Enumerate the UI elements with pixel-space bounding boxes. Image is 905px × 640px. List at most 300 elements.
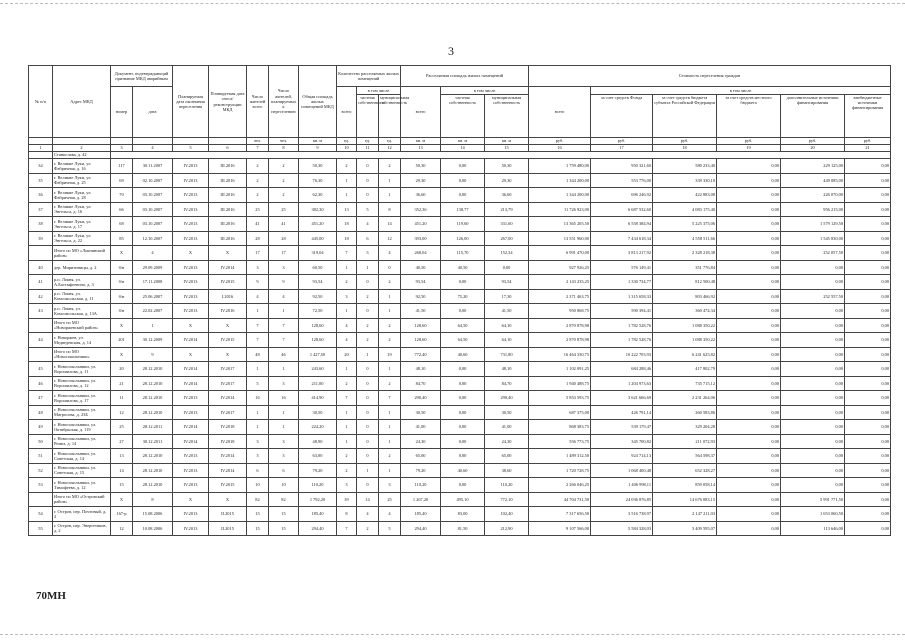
table-cell: 2 371 463,75 (529, 289, 591, 304)
table-cell: IV.2014 (173, 420, 209, 435)
table-cell: 1 720 728,75 (529, 463, 591, 478)
table-cell: 1 (379, 463, 401, 478)
table-cell: 79,20 (299, 463, 337, 478)
table-cell: 0,00 (717, 420, 781, 435)
table-cell: 1 (357, 463, 379, 478)
header-rooms-municipal: муниципальная собственность (379, 95, 401, 138)
table-cell: 48,90 (299, 434, 337, 449)
table-cell: 185,40 (299, 507, 337, 522)
unit-cell: руб. (653, 138, 717, 145)
table-cell: 17.11.2008 (133, 275, 173, 290)
table-cell: 1 (269, 304, 299, 319)
table-cell: 30,50 (299, 405, 337, 420)
table-cell: 1 344 200,00 (529, 188, 591, 203)
table-cell: 1 406 998,11 (591, 478, 653, 493)
header-cost-nonbudget: внебюджетные источники финансирования (845, 95, 891, 138)
table-cell: 0,00 (485, 260, 529, 275)
table-cell: 4 (269, 289, 299, 304)
table-cell: 345 700,82 (591, 434, 653, 449)
unit-cell: руб. (845, 138, 891, 145)
table-cell: 1 (247, 304, 269, 319)
table-cell: 0,00 (845, 405, 891, 420)
table-cell: 6 (269, 463, 299, 478)
table-cell: IV.2013 (173, 521, 209, 536)
table-cell: 39 (337, 492, 357, 507)
column-number-cell: 9 (299, 145, 337, 152)
table-cell: 25 (379, 492, 401, 507)
table-cell: 290,40 (401, 391, 441, 406)
table-cell: 260 583,86 (653, 405, 717, 420)
table-cell: IV.2013 (173, 275, 209, 290)
table-cell: 82 (269, 492, 299, 507)
table-cell: 48,10 (401, 362, 441, 377)
table-cell: 1 088 350,22 (653, 318, 717, 333)
table-cell: 0,00 (845, 217, 891, 232)
table-cell: 7 (379, 391, 401, 406)
table-cell: 2 870 878,98 (529, 333, 591, 348)
table-cell: IV.2014 (209, 463, 247, 478)
table-cell: 15 (269, 521, 299, 536)
table-cell: 0,00 (845, 507, 891, 522)
table-cell: 13 365 205,50 (529, 217, 591, 232)
table-cell: 15 (247, 521, 269, 536)
table-cell: 25 (269, 202, 299, 217)
table-cell: 126,00 (441, 231, 485, 246)
table-cell: 0,00 (845, 347, 891, 362)
table-cell: 2 (247, 159, 269, 174)
address-cell: дер. Миритиницы, д. 2 (53, 260, 111, 275)
table-cell: 0,00 (717, 434, 781, 449)
table-cell: X (111, 347, 133, 362)
table-cell: 5 (357, 202, 379, 217)
table-cell: 352,36 (401, 202, 441, 217)
table-cell: IV.2015 (209, 478, 247, 493)
column-number-cell: 4 (133, 145, 173, 152)
address-cell: Итого по МО «Новоржевский район» (53, 318, 111, 333)
table-cell: III.2016 (209, 159, 247, 174)
table-cell: 1 (379, 405, 401, 420)
table-cell: 51 (29, 449, 53, 464)
header-cost-incl: в том числе (591, 87, 891, 95)
table-cell: 294,40 (401, 521, 441, 536)
table-cell: 3 (379, 478, 401, 493)
table-cell: 687 375,00 (529, 405, 591, 420)
table-cell: 4 (357, 217, 379, 232)
table-cell: 13 551 960,00 (529, 231, 591, 246)
table-cell: 0,00 (717, 507, 781, 522)
table-cell: 3 (269, 376, 299, 391)
table-cell: 3 (269, 449, 299, 464)
table-cell: IV.2013 (173, 463, 209, 478)
table-cell: 1 (337, 362, 357, 377)
table-cell: 1 792,20 (299, 492, 337, 507)
table-cell: 417 802,79 (653, 362, 717, 377)
table-cell: 0,00 (441, 275, 485, 290)
table-cell: 382,30 (299, 202, 337, 217)
table-cell: 0,00 (441, 159, 485, 174)
table-cell: 2 (379, 159, 401, 174)
table-cell (29, 152, 53, 159)
table-cell: 14 (357, 492, 379, 507)
table-cell: 0 (357, 376, 379, 391)
table-cell: 950 321,60 (591, 159, 653, 174)
table-cell: 0,00 (845, 173, 891, 188)
table-cell: 868 383,75 (529, 420, 591, 435)
address-cell: г. Великие Луки, ул. Энгельса, д. 16 (53, 202, 111, 217)
table-cell: 1 315 658,33 (591, 289, 653, 304)
table-cell: 0 (357, 434, 379, 449)
table-cell: 2 (357, 318, 379, 333)
table-cell: 38,60 (485, 463, 529, 478)
unit-cell (53, 138, 111, 145)
table-cell: 4 (379, 246, 401, 261)
table-cell: 3 (247, 260, 269, 275)
table-cell: 3 409 595,07 (653, 521, 717, 536)
bottom-border-line (0, 634, 905, 635)
unit-cell: кв. м (441, 138, 485, 145)
table-cell: 18 (337, 217, 357, 232)
table-cell: 360 474,34 (653, 304, 717, 319)
table-cell: 684 288,46 (591, 362, 653, 377)
table-cell: 03.10.2007 (133, 188, 173, 203)
table-cell: 10 222 703,93 (591, 347, 653, 362)
table-cell: 25 (247, 202, 269, 217)
table-cell: 2 231 264,06 (653, 391, 717, 406)
table-cell: 449 085,00 (781, 173, 845, 188)
table-cell: 40 (29, 260, 53, 275)
table-cell: 2 (247, 173, 269, 188)
table-cell: 30,50 (485, 405, 529, 420)
table-cell: 0,00 (717, 391, 781, 406)
table-cell: 13 (337, 202, 357, 217)
table-cell: 0,00 (845, 376, 891, 391)
table-cell: 0,00 (717, 304, 781, 319)
table-cell: 24,30 (401, 434, 441, 449)
unit-cell: чел. (269, 138, 299, 145)
table-cell: IV.2013 (173, 478, 209, 493)
table-cell: 2 (247, 188, 269, 203)
table-cell: 211 072,93 (653, 434, 717, 449)
table-cell: 70 (111, 188, 133, 203)
table-cell: 7 (247, 318, 269, 333)
table-cell: 4 (357, 507, 379, 522)
table-cell: 7 (337, 391, 357, 406)
table-cell: 1 (247, 420, 269, 435)
table-cell: 0,00 (845, 362, 891, 377)
table-cell: IV.2013 (173, 159, 209, 174)
table-cell: 0,00 (717, 463, 781, 478)
table-cell: 8 (379, 202, 401, 217)
unit-cell: кв. м (485, 138, 529, 145)
table-cell: 422 883,08 (653, 188, 717, 203)
table-row (29, 217, 891, 232)
table-cell: 11 (111, 391, 133, 406)
table-cell: 6 241 625,82 (653, 347, 717, 362)
table-cell: 201 (111, 333, 133, 348)
column-number-cell: 20 (781, 145, 845, 152)
table-cell: 0,00 (781, 420, 845, 435)
table-cell: 924 714,13 (591, 449, 653, 464)
table-cell: 0 (357, 405, 379, 420)
table-cell: 48 (247, 347, 269, 362)
table-cell: 1 344 200,00 (529, 173, 591, 188)
table-cell: 0,00 (845, 202, 891, 217)
table-cell: 812 500,48 (653, 275, 717, 290)
table-cell: 956 215,00 (781, 202, 845, 217)
table-cell: 64,50 (441, 333, 485, 348)
table-cell: 8 (133, 492, 173, 507)
table-cell: 2 (337, 463, 357, 478)
table-cell: 36 (29, 188, 53, 203)
table-cell: 81,50 (441, 521, 485, 536)
address-cell: Итого по МО «Локнянский район» (53, 246, 111, 261)
table-cell: IV.2014 (209, 391, 247, 406)
column-number-cell: 8 (269, 145, 299, 152)
table-cell: 0,00 (845, 188, 891, 203)
table-cell: 7 (337, 521, 357, 536)
address-cell: г. Великие Луки, ул. Энгельса, д. 17 (53, 217, 111, 232)
table-cell: 1 (247, 362, 269, 377)
table-row (29, 478, 891, 493)
table-cell: 0,00 (845, 231, 891, 246)
table-cell: 2 (269, 159, 299, 174)
table-cell: 37 (29, 202, 53, 217)
table-cell: 7 (269, 333, 299, 348)
table-cell: 66 (111, 202, 133, 217)
table-cell: 1 068 400,48 (591, 463, 653, 478)
address-cell: г. Новосокольники, ул. Ворошилова, д. 11 (53, 362, 111, 377)
table-cell: 113 646,00 (781, 521, 845, 536)
table-cell: 950 868,75 (529, 304, 591, 319)
table-cell: 82 (247, 492, 269, 507)
table-cell: X (111, 492, 133, 507)
table-row (29, 376, 891, 391)
table-row (29, 405, 891, 420)
table-cell: IV.2014 (173, 362, 209, 377)
column-number-row (29, 145, 891, 152)
table-cell: 1 782 528,76 (591, 318, 653, 333)
table-cell: 927 926,25 (529, 260, 591, 275)
address-cell: г. Новосокольники, ул. Матросова, д. 23Б (53, 405, 111, 420)
table-cell: 229 125,00 (781, 159, 845, 174)
table-cell: 3 (337, 478, 357, 493)
table-cell: 0,00 (441, 304, 485, 319)
unit-cell: руб. (529, 138, 591, 145)
table-cell: 772,10 (485, 492, 529, 507)
table-cell: 0,00 (845, 521, 891, 536)
table-cell: 0,00 (717, 362, 781, 377)
table-cell (111, 152, 891, 159)
table-cell: IV.2013 (173, 260, 209, 275)
table-cell: б/н (111, 289, 133, 304)
table-cell: 0,00 (781, 333, 845, 348)
table-cell: 138,77 (441, 202, 485, 217)
column-number-cell: 6 (209, 145, 247, 152)
table-cell: 1 (269, 420, 299, 435)
table-cell: 495,10 (441, 492, 485, 507)
table-cell: 4 (379, 507, 401, 522)
table-row (29, 463, 891, 478)
table-cell: 2 (337, 449, 357, 464)
table-cell: 7 (337, 246, 357, 261)
unit-cell: ед. (357, 138, 379, 145)
table-cell: 1 (337, 434, 357, 449)
table-cell: 1 204 973,63 (591, 376, 653, 391)
table-cell: 28 (269, 231, 299, 246)
table-cell: 12.10.2007 (133, 231, 173, 246)
table-cell: 4 (247, 289, 269, 304)
table-cell: 0,00 (441, 376, 485, 391)
table-cell: 0 (357, 159, 379, 174)
table-cell: 0,00 (717, 478, 781, 493)
table-cell: 426 791,14 (591, 405, 653, 420)
table-cell: 0,00 (717, 405, 781, 420)
column-number-cell: 2 (53, 145, 111, 152)
table-cell: 92,50 (299, 289, 337, 304)
column-number-cell: 21 (845, 145, 891, 152)
table-cell: 20 (111, 362, 133, 377)
top-fragment-address: Станислава, д. 42 (53, 152, 111, 159)
header-document: Документ, подтверждающий признание МКД аварийным (111, 66, 173, 87)
table-cell: 1 267,20 (401, 492, 441, 507)
table-cell: 772,40 (401, 347, 441, 362)
header-plan-demolition: Планируемая дата сноса/ реконструкции МКД (209, 66, 247, 138)
subtotal-row (29, 347, 891, 362)
table-cell: 0,00 (845, 159, 891, 174)
unit-cell: руб. (781, 138, 845, 145)
table-cell: 0,00 (717, 492, 781, 507)
table-cell: 267,00 (485, 231, 529, 246)
resettlement-table-wrapper (28, 65, 890, 536)
address-cell: г. Новосокольники, ул. Ремиз, д. 14 (53, 434, 111, 449)
table-cell: б/н (111, 260, 133, 275)
table-cell: 0,00 (781, 449, 845, 464)
table-cell: 1 (379, 289, 401, 304)
column-number-cell: 16 (529, 145, 591, 152)
table-row (29, 260, 891, 275)
column-number-cell: 12 (379, 145, 401, 152)
table-cell: IV.2013 (173, 449, 209, 464)
table-cell: 2 (379, 376, 401, 391)
table-cell: III.2016 (209, 188, 247, 203)
table-cell: 1 088 350,22 (653, 333, 717, 348)
table-cell: 0,00 (845, 333, 891, 348)
table-cell: 0,00 (717, 217, 781, 232)
table-cell: 64,50 (441, 318, 485, 333)
table-cell: 50,30 (401, 159, 441, 174)
table-cell: 72,50 (299, 304, 337, 319)
table-cell: IV.2014 (209, 260, 247, 275)
table-cell: 1 (379, 173, 401, 188)
table-cell: 590 394,41 (591, 304, 653, 319)
table-cell: 83,00 (441, 507, 485, 522)
table-cell: 16 (247, 391, 269, 406)
table-cell: 28.12.2010 (133, 362, 173, 377)
address-cell: г. Великие Луки, ул. Фабричная, д. 25 (53, 173, 111, 188)
table-row (29, 449, 891, 464)
table-cell: 0,00 (717, 347, 781, 362)
table-cell: 28.12.2010 (133, 478, 173, 493)
table-cell: 0,00 (845, 289, 891, 304)
table-cell: 0,00 (781, 405, 845, 420)
table-cell: 5 853 593,75 (529, 391, 591, 406)
table-cell: 0,00 (781, 304, 845, 319)
table-cell: 2 328 218,38 (653, 246, 717, 261)
table-cell: 40,50 (401, 260, 441, 275)
table-cell: 393,00 (401, 231, 441, 246)
table-cell: 0 (357, 275, 379, 290)
table-cell: 414,90 (299, 391, 337, 406)
unit-cell: кв. м (299, 138, 337, 145)
table-cell: 60,50 (299, 260, 337, 275)
table-cell: 3 516 738,97 (591, 507, 653, 522)
table-cell: 2 870 878,98 (529, 318, 591, 333)
table-cell: 3 (357, 246, 379, 261)
header-plan-end: Планируемая дата окончания переселения (173, 66, 209, 138)
table-cell: 27 (111, 434, 133, 449)
table-cell: 1 (379, 188, 401, 203)
table-cell: 20 (337, 347, 357, 362)
table-cell: 52 (29, 463, 53, 478)
table-cell: 1 653 060,50 (781, 507, 845, 522)
header-area-group: Расселяемая площадь жилых помещений (401, 66, 529, 87)
table-cell: 7 (269, 318, 299, 333)
table-cell: 41 (269, 217, 299, 232)
table-cell: 128,60 (401, 318, 441, 333)
table-cell: 5 225 375,06 (653, 217, 717, 232)
resettlement-table (28, 65, 891, 536)
unit-cell (209, 138, 247, 145)
address-cell: Итого по МО «Островский район» (53, 492, 111, 507)
table-cell: 1 (379, 420, 401, 435)
table-cell: 02.10.2007 (133, 173, 173, 188)
table-cell: IV.2017 (209, 405, 247, 420)
table-row (29, 289, 891, 304)
address-cell: р.п. Локня, ул. Комсомольская, д. 11 (53, 289, 111, 304)
table-cell: 29,30 (401, 173, 441, 188)
table-cell: I.2016 (209, 289, 247, 304)
header-rooms-total: всего (337, 87, 357, 138)
table-cell: 211,00 (299, 376, 337, 391)
table-cell: 2 (337, 376, 357, 391)
table-cell: 14 (111, 463, 133, 478)
address-cell: г. Новосокольники, ул. Советская, д. 14 (53, 449, 111, 464)
table-cell: 0,00 (845, 260, 891, 275)
table-cell: 1 (357, 260, 379, 275)
table-cell: 14 676 083,15 (653, 492, 717, 507)
table-cell: IV.2013 (173, 202, 209, 217)
unit-cell (173, 138, 209, 145)
table-cell: 65,00 (485, 449, 529, 464)
table-cell: 75,20 (441, 289, 485, 304)
table-cell: б/н (111, 275, 133, 290)
table-cell: 0 (357, 478, 379, 493)
table-row (29, 231, 891, 246)
header-rooms-group: Количество расселяемых жилых помещений (337, 66, 401, 87)
table-cell: 40,60 (441, 463, 485, 478)
table-cell: 21 (111, 376, 133, 391)
table-cell: IV.2013 (173, 391, 209, 406)
table-cell: 29.09.2009 (133, 260, 173, 275)
table-cell: 4 (133, 246, 173, 261)
table-cell: IV.2018 (209, 434, 247, 449)
table-cell: 0,00 (781, 376, 845, 391)
table-cell: 0,00 (845, 478, 891, 493)
table-cell: 0,00 (717, 521, 781, 536)
table-cell: 13 (111, 449, 133, 464)
table-cell: 0,00 (781, 434, 845, 449)
table-cell: 47 (29, 391, 53, 406)
